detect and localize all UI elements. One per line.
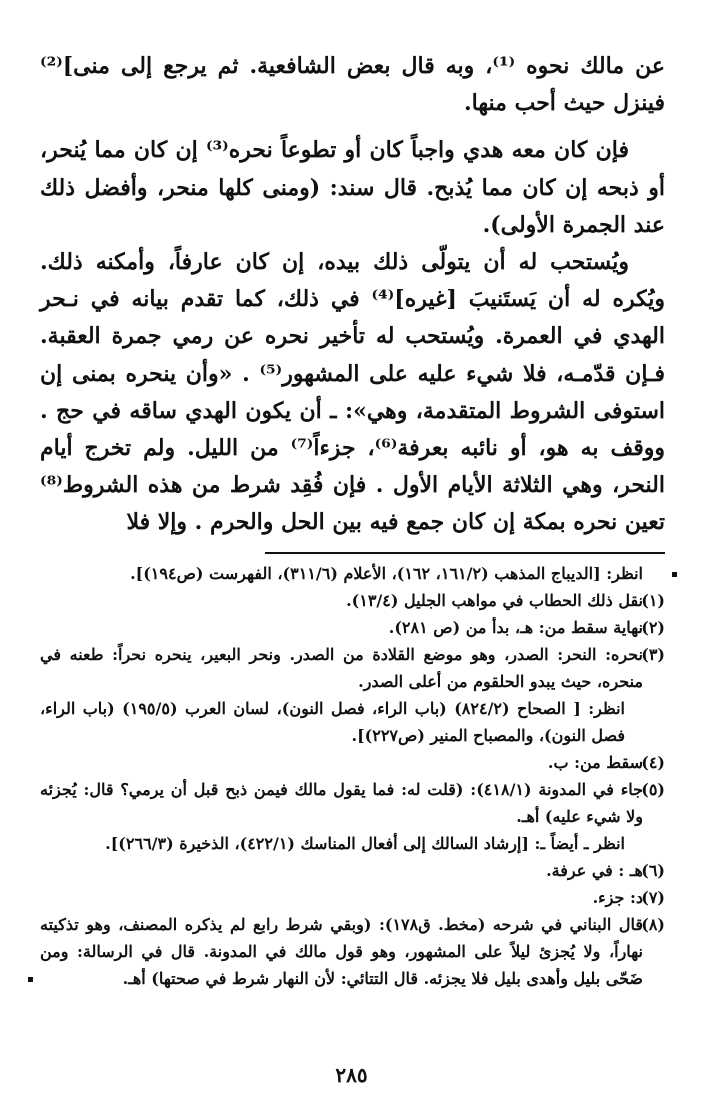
footnote-1 [40,587,665,614]
footnote-5 [40,776,665,857]
footnote-6 [40,857,665,884]
footnote-number: (٤) [641,752,665,772]
footnote-number: (٥) [641,779,665,799]
footnote-text: نقل ذلك الحطاب في مواهب الجليل (١٣/٤). [346,590,643,610]
footnote-text: نحره: النحر: الصدر، وهو موضع القلادة من الصدر. ونحر البعير، ينحره نحراً: طعنه في منحره، حيث يبدو الحلقوم من أعلى الصدر. [40,644,643,691]
footnote-separator [265,552,665,554]
footnote-text-continued: انظر ـ أيضاً ـ: [إرشاد السالك إلى أفعال المناسك (٤٢٢/١)، الذخيرة (٢٦٦/٣)]. [105,833,625,853]
footnote-number: (٨) [641,914,665,934]
footnote-star-text: انظر: [الديباج المذهب (١٦١/٢، ١٦٢)، الأعلام (٣١١/٦)، الفهرست (ص١٩٤)]. [130,563,643,583]
end-marker-icon [28,977,33,982]
page-number: ٢٨٥ [335,1063,368,1087]
footnote-number: (١) [641,590,665,610]
footnote-7 [40,884,665,911]
footnote-number: (٦) [641,860,665,880]
body-paragraph-1: عن مالك نحوه ⁽¹⁾، وبه قال بعض الشافعية. ثم يرجع إلى منى]⁽²⁾ فينزل حيث أحب منها. [40,53,665,117]
bullet-marker-icon [672,572,677,577]
main-text [40,48,665,542]
footnote-text: هـ : في عرفة. [546,860,643,880]
footnote-number: (٣) [641,644,665,664]
footnote-3 [40,641,665,749]
body-paragraph-2: فإن كان معه هدي واجباً كان أو تطوعاً نحره⁽³⁾ إن كان مما يُنحر، أو ذبحه إن كان مما يُذبح. قال سند: (ومنى كلها منحر، وأفضل ذلك عند الجمرة الأولى). [40,137,665,238]
footnote-text: نهاية سقط من: هـ، بدأ من (ص ٢٨١). [388,617,643,637]
footnote-number: (٢) [641,617,665,637]
footnotes [40,560,665,992]
footnote-text: جاء في المدونة (٤١٨/١): (قلت له: فما يقول مالك فيمن ذبح قبل أن يرمي؟ قال: يُجزئه ولا شيء عليه) أهـ. [40,779,643,826]
footnote-text: قال البناني في شرحه (مخط. ق١٧٨): (وبقي شرط رابع لم يذكره المصنف، وهو تذكيته نهاراً، ولا يُجزئ ليلاً على المشهور، وهو قول مالك في المدونة. قال في الرسالة: ومن ضَحّى بليل وأهدى بليل فلا يجزئه. قال التتائي: لأن النهار شرط في صحتها) أهـ. [40,914,644,988]
body-paragraph-3: ويُستحب له أن يتولّى ذلك بيده، إن كان عارفاً، وأمكنه ذلك. ويُكره له أن يَستَنيبَ [غيره]⁽⁴⁾ في ذلك، كما تقدم بيانه في نـحر الهدي في العمرة. ويُستحب له تأخير نحره عن رمي جمرة العقبة. فـإن قدّمـه، فلا شيء عليه على المشهور⁽⁵⁾ . «وأن ينحره بمنى إن استوفى الشروط المتقدمة، وهي»: ـ أن يكون الهدي ساقه في حج . ووقف به هو، أو نائبه بعرفة⁽⁶⁾، جزءاً⁽⁷⁾ من الليل. ولم تخرج أيام النحر، وهي الثلاثة الأيام الأول . فإن فُقِد شرط من هذه الشروط⁽⁸⁾ تعين نحره بمكة إن كان جمع فيه بين الحل والحرم . وإلا فلا [40,249,666,536]
footnote-8 [40,911,665,992]
footnote-2 [40,614,665,641]
footnote-text: سقط من: ب. [547,752,643,772]
footnote-text-continued: انظر: [ الصحاح (٨٢٤/٢) (باب الراء، فصل النون)، لسان العرب (١٩٥/٥) (باب الراء، فصل النون)، والمصباح المنير (ص٢٢٧)]. [40,698,625,745]
footnote-star [40,560,665,587]
footnote-number: (٧) [641,887,665,907]
footnote-4 [40,749,665,776]
page [40,48,665,992]
footnote-text: د: جزء. [592,887,643,907]
